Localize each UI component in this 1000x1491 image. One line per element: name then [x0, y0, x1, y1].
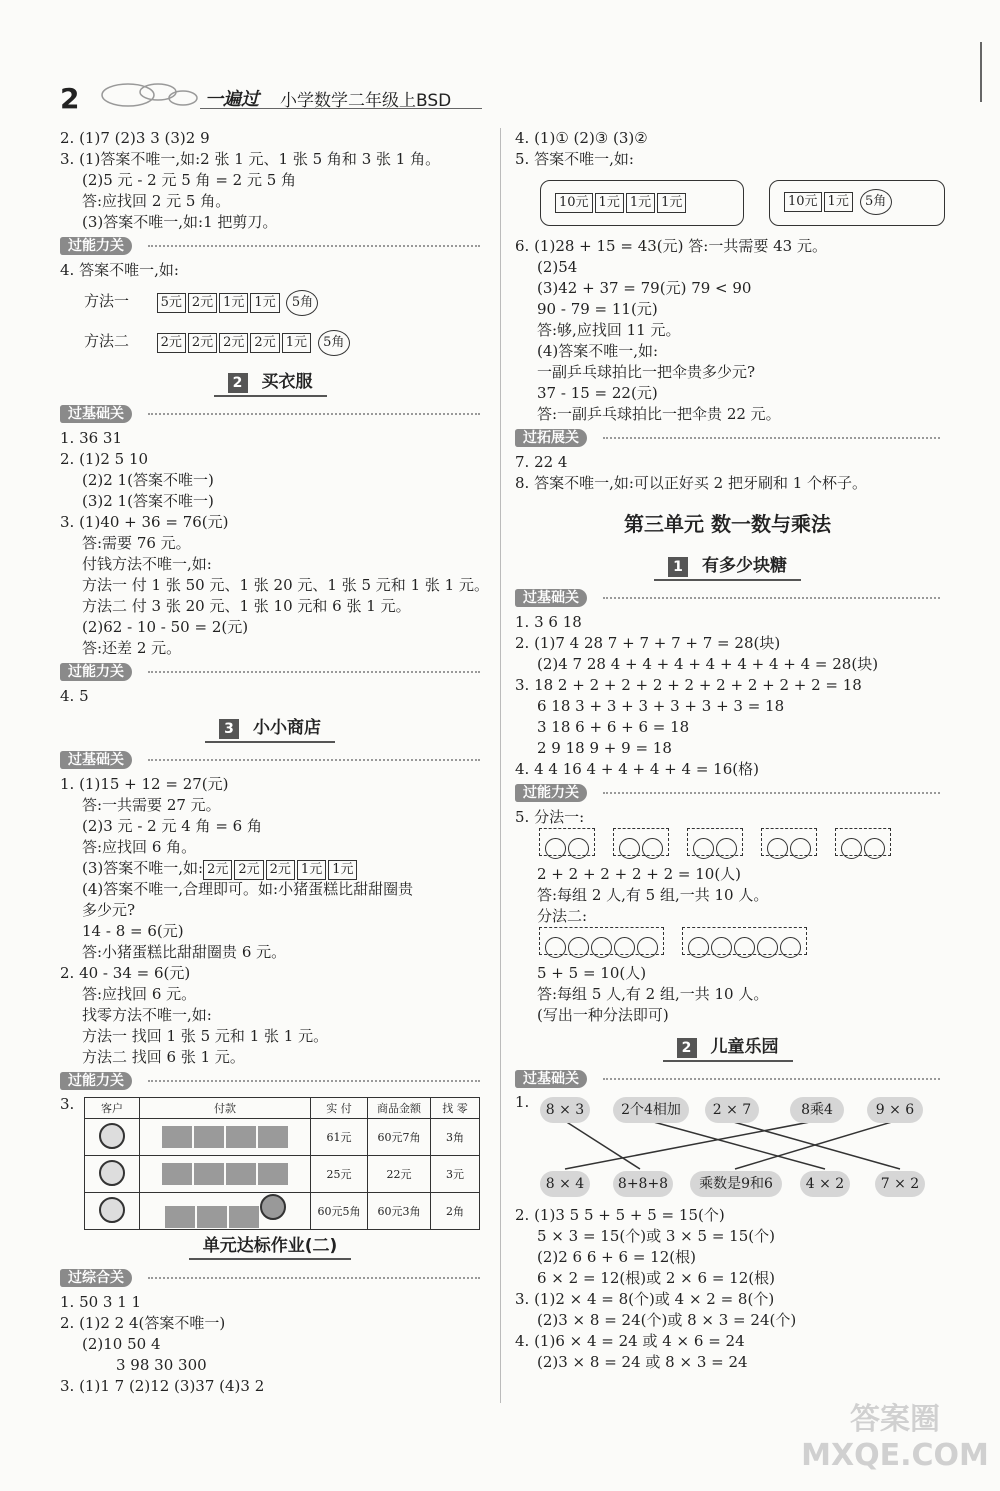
money-group: [540, 180, 744, 226]
answer-line: 3. 18 2 + 2 + 2 + 2 + 2 + 2 + 2 + 2 + 2 = 18: [515, 676, 862, 694]
table-row: [85, 1193, 480, 1230]
answer-line: 1. 36 31: [60, 429, 123, 447]
answer-line: 答:需要 76 元。: [82, 534, 191, 552]
table-cell: 60元5角: [311, 1193, 368, 1230]
grouping-one: [515, 828, 940, 864]
money-note: 1元: [657, 193, 686, 213]
section-title: 小小商店: [253, 718, 321, 738]
money-coin: 5角: [286, 290, 318, 316]
section-heading: [515, 1032, 940, 1060]
answer-line: 4. 4 4 16 4 + 4 + 4 + 4 = 16(格): [515, 760, 759, 778]
money-note: 2元: [157, 333, 186, 353]
answer-line: (2)3 元 - 2 元 4 角 = 6 角: [82, 817, 262, 835]
answer-line: 37 - 15 = 22(元): [537, 384, 658, 402]
section-bar-label: 过能力关: [515, 784, 587, 802]
answer-line: 答:应找回 6 元。: [82, 985, 197, 1003]
section-bar: [515, 782, 940, 804]
answer-line: 2 9 18 9 + 9 = 18: [537, 739, 672, 757]
section-bar: [60, 661, 480, 683]
answer-line: (2)5 元 - 2 元 5 角 = 2 元 5 角: [82, 171, 297, 189]
money-note: 1元: [282, 333, 311, 353]
banknote-icon: [229, 1206, 259, 1228]
banknote-icon: [194, 1163, 224, 1185]
banknote-icon: [258, 1163, 288, 1185]
match-bottom-item: 7 × 2: [875, 1171, 925, 1197]
table-row: [85, 1156, 480, 1193]
section-bar: [515, 1068, 940, 1090]
match-bottom-item: 8 × 4: [540, 1171, 590, 1197]
money-note: 2元: [234, 860, 263, 880]
section-number: 1: [668, 557, 688, 577]
answer-line: 2. (1)3 5 5 + 5 + 5 = 15(个): [515, 1206, 725, 1224]
answer-line: 答:应找回 6 角。: [82, 838, 197, 856]
answer-line: 2. (1)2 5 10: [60, 450, 149, 468]
answer-line: (3)2 1(答案不唯一): [82, 492, 214, 510]
section-bar: [515, 427, 940, 449]
answer-line: 答:还差 2 元。: [82, 639, 182, 657]
answer-line: [60, 858, 480, 879]
banknote-icon: [197, 1206, 227, 1228]
banknote-icon: [162, 1126, 192, 1148]
answer-line: 7. 22 4: [515, 453, 568, 471]
answer-line: 6. (1)28 + 15 = 43(元) 答:一共需要 43 元。: [515, 237, 827, 255]
match-bottom-item: 乘数是9和6: [690, 1171, 782, 1197]
answer-line: 2. (1)2 2 4(答案不唯一): [60, 1314, 226, 1332]
section-bar-label: 过基础关: [60, 405, 132, 423]
answer-line: 5 + 5 = 10(人): [537, 964, 647, 982]
answer-line: 2 + 2 + 2 + 2 + 2 = 10(人): [537, 865, 742, 883]
table-row: [85, 1119, 480, 1156]
table-cell: 60元7角: [368, 1119, 431, 1156]
answer-line: 方法二 找回 6 张 1 元。: [82, 1048, 245, 1066]
section-title: 儿童乐园: [710, 1037, 779, 1057]
section-bar: [60, 403, 480, 425]
section-bar-label: 过基础关: [60, 751, 132, 769]
unit-test-heading: [60, 1231, 480, 1259]
answer-line: (2)2 6 6 + 6 = 12(根): [537, 1248, 696, 1266]
money-note: 1元: [297, 860, 326, 880]
customer-face-icon: [99, 1197, 125, 1223]
method-two: [60, 321, 480, 361]
header-decoration-icon: [98, 80, 203, 110]
section-bar-label: 过综合关: [60, 1269, 132, 1287]
answer-line: 90 - 79 = 11(元): [537, 300, 658, 318]
answer-line: 6 18 3 + 3 + 3 + 3 + 3 + 3 = 18: [537, 697, 785, 715]
section-bar-label: 过能力关: [60, 1072, 132, 1090]
money-note: 2元: [188, 333, 217, 353]
unit-title: 第三单元 数一数与乘法: [624, 512, 831, 536]
money-note: 1元: [219, 293, 248, 313]
book-title: 小学数学二年级上BSD: [280, 91, 452, 111]
answer-line: (4)答案不唯一,合理即可。如:小猪蛋糕比甜甜圈贵: [82, 880, 414, 898]
customer-face-icon: [99, 1160, 125, 1186]
answer-line: 3. (1)2 × 4 = 8(个)或 4 × 2 = 8(个): [515, 1290, 775, 1308]
table-header: 商品金额: [368, 1098, 431, 1119]
answer-line: 4. 5: [60, 687, 89, 705]
section-bar: [60, 1267, 480, 1289]
answer-line: 一副乒乓球拍比一把伞贵多少元?: [537, 363, 756, 381]
group-box: [687, 828, 743, 856]
section-title: 有多少块糖: [702, 556, 787, 576]
section-number: 3: [219, 719, 239, 739]
answer-line: 3 98 30 300: [116, 1356, 207, 1374]
banknote-icon: [226, 1126, 256, 1148]
table-header: 付款: [140, 1098, 311, 1119]
answer-line: 2. 40 - 34 = 6(元): [60, 964, 191, 982]
method-one: [60, 281, 480, 321]
answer-line: 1. 50 3 1 1: [60, 1293, 142, 1311]
money-note: 2元: [203, 860, 232, 880]
answer-line: (2)62 - 10 - 50 = 2(元): [82, 618, 249, 636]
money-note: 1元: [595, 193, 624, 213]
money-boxes: [515, 170, 940, 236]
answer-line: 分法二:: [537, 907, 588, 925]
answer-line: 8. 答案不唯一,如:可以正好买 2 把牙刷和 1 个杯子。: [515, 474, 868, 492]
answer-line: (3)答案不唯一,如:1 把剪刀。: [82, 213, 278, 231]
brand-logo: 一遍过: [205, 89, 259, 110]
right-column: [515, 128, 940, 1373]
answer-line: 1. (1)15 + 12 = 27(元): [60, 775, 229, 793]
column-divider: [500, 128, 501, 1403]
section-bar: [60, 1070, 480, 1092]
money-group: [769, 180, 945, 226]
section-number: 2: [677, 1038, 697, 1058]
group-box: [539, 927, 664, 955]
section-heading: [60, 367, 480, 395]
money-note: 2元: [188, 293, 217, 313]
answer-line: 答:小猪蛋糕比甜甜圈贵 6 元。: [82, 943, 287, 961]
section-bar: [60, 749, 480, 771]
section-bar-label: 过能力关: [60, 663, 132, 681]
left-column: [60, 128, 489, 1397]
section-bar-label: 过基础关: [515, 1070, 587, 1088]
answer-line: (3)42 + 37 = 79(元) 79 < 90: [537, 279, 752, 297]
banknote-icon: [194, 1126, 224, 1148]
group-box: [835, 828, 891, 856]
section-bar: [60, 235, 480, 257]
answer-line: 2. (1)7 4 28 7 + 7 + 7 + 7 = 28(块): [515, 634, 781, 652]
answer-line: 6 × 2 = 12(根)或 2 × 6 = 12(根): [537, 1269, 775, 1287]
answer-line: (写出一种分法即可): [537, 1006, 669, 1024]
answer-line: 答:一共需要 27 元。: [82, 796, 221, 814]
section-number: 2: [228, 373, 248, 393]
money-note: 10元: [784, 192, 822, 212]
money-note: 5元: [157, 293, 186, 313]
section-bar-label: 过能力关: [60, 237, 132, 255]
money-note: 1元: [824, 192, 853, 212]
payment-table: [84, 1097, 480, 1230]
answer-line: (4)答案不唯一,如:: [537, 342, 659, 360]
answer-line: 14 - 8 = 6(元): [82, 922, 184, 940]
section-heading: [515, 551, 940, 579]
payment-table-block: [60, 1095, 480, 1225]
answer-line: 1. 3 6 18: [515, 613, 582, 631]
answer-line: 3 18 6 + 6 + 6 = 18: [537, 718, 690, 736]
answer-line: 3. (1)答案不唯一,如:2 张 1 元、1 张 5 角和 3 张 1 角。: [60, 150, 441, 168]
group-box: [761, 828, 817, 856]
method-label: 方法一: [84, 292, 130, 310]
match-bottom-item: 4 × 2: [800, 1171, 850, 1197]
section-title: 单元达标作业(二): [189, 1231, 352, 1260]
method-label: 方法二: [84, 332, 130, 350]
table-header: 客户: [85, 1098, 140, 1119]
header-rule: [200, 108, 482, 109]
page-number: 2: [60, 82, 80, 115]
match-top-item: 8乘4: [790, 1097, 844, 1123]
matching-exercise: [515, 1093, 940, 1205]
answer-line: 方法二 付 3 张 20 元、1 张 10 元和 6 张 1 元。: [82, 597, 411, 615]
table-cell: 25元: [311, 1156, 368, 1193]
money-note: 2元: [250, 333, 279, 353]
section-title: 买衣服: [261, 372, 313, 392]
section-bar-label: 过基础关: [515, 589, 587, 607]
table-header: 找 零: [431, 1098, 480, 1119]
answer-line: 5 × 3 = 15(个)或 3 × 5 = 15(个): [537, 1227, 775, 1245]
answer-line: 方法一 找回 1 张 5 元和 1 张 1 元。: [82, 1027, 329, 1045]
coin-icon: [260, 1194, 286, 1220]
question-number: 3.: [60, 1095, 75, 1113]
section-bar-label: 过拓展关: [515, 429, 587, 447]
table-cell: 2角: [431, 1193, 480, 1230]
group-box: [613, 828, 669, 856]
section-heading: [60, 713, 480, 741]
answer-line: (2)2 1(答案不唯一): [82, 471, 214, 489]
answer-line: 答:每组 5 人,有 2 组,一共 10 人。: [537, 985, 769, 1003]
answer-line: 付钱方法不唯一,如:: [82, 555, 212, 573]
answer-line: 4. (1)① (2)③ (3)②: [515, 129, 648, 147]
money-note: 2元: [266, 860, 295, 880]
match-top-item: 8 × 3: [540, 1097, 590, 1123]
match-top-item: 2个4相加: [613, 1097, 689, 1123]
match-bottom-item: 8+8+8: [613, 1171, 673, 1197]
money-note: 1元: [626, 193, 655, 213]
banknote-icon: [162, 1163, 192, 1185]
answer-line: (2)3 × 8 = 24 或 8 × 3 = 24: [537, 1353, 748, 1371]
answer-line: 答:每组 2 人,有 5 组,一共 10 人。: [537, 886, 769, 904]
money-note: 10元: [555, 193, 593, 213]
table-cell: 22元: [368, 1156, 431, 1193]
table-cell: 61元: [311, 1119, 368, 1156]
money-note: 1元: [328, 860, 357, 880]
table-cell: 3角: [431, 1119, 480, 1156]
answer-line: 2. (1)7 (2)3 3 (3)2 9: [60, 129, 210, 147]
answer-line: 答:够,应找回 11 元。: [537, 321, 681, 339]
group-box: [539, 828, 595, 856]
answer-line: 4. 答案不唯一,如:: [60, 261, 179, 279]
match-top-item: 9 × 6: [867, 1097, 923, 1123]
banknote-icon: [258, 1126, 288, 1148]
section-bar: [515, 587, 940, 609]
answer-line: 多少元?: [82, 901, 136, 919]
answer-text: (3)答案不唯一,如:: [82, 859, 204, 877]
answer-line: (2)10 50 4: [82, 1335, 161, 1353]
answer-line: 3. (1)1 7 (2)12 (3)37 (4)3 2: [60, 1377, 265, 1395]
question-number: 1.: [515, 1093, 530, 1111]
answer-line: 5. 分法一:: [515, 808, 585, 826]
money-coin: 5角: [860, 189, 892, 215]
money-note: 1元: [250, 293, 279, 313]
answer-line: 答:应找回 2 元 5 角。: [82, 192, 231, 210]
answer-line: 4. (1)6 × 4 = 24 或 4 × 6 = 24: [515, 1332, 745, 1350]
answer-line: 答:一副乒乓球拍比一把伞贵 22 元。: [537, 405, 781, 423]
answer-line: (2)54: [537, 258, 578, 276]
margin-mark: [980, 42, 982, 102]
answer-line: 找零方法不唯一,如:: [82, 1006, 212, 1024]
customer-face-icon: [99, 1123, 125, 1149]
table-header: 实 付: [311, 1098, 368, 1119]
group-box: [682, 927, 807, 955]
answer-line: 3. (1)40 + 36 = 76(元): [60, 513, 229, 531]
answer-line: (2)3 × 8 = 24(个)或 8 × 3 = 24(个): [537, 1311, 797, 1329]
grouping-two: [515, 927, 940, 963]
match-top-item: 2 × 7: [705, 1097, 759, 1123]
answer-line: (2)4 7 28 4 + 4 + 4 + 4 + 4 + 4 + 4 = 28(块): [537, 655, 879, 673]
answer-line: 方法一 付 1 张 50 元、1 张 20 元、1 张 5 元和 1 张 1 元。: [82, 576, 489, 594]
banknote-icon: [226, 1163, 256, 1185]
money-note: 2元: [219, 333, 248, 353]
answer-line: 5. 答案不唯一,如:: [515, 150, 634, 168]
table-cell: 60元3角: [368, 1193, 431, 1230]
banknote-icon: [165, 1206, 195, 1228]
watermark: 答案圈 MXQE.COM: [801, 1402, 989, 1473]
money-coin: 5角: [318, 330, 350, 356]
table-cell: 3元: [431, 1156, 480, 1193]
